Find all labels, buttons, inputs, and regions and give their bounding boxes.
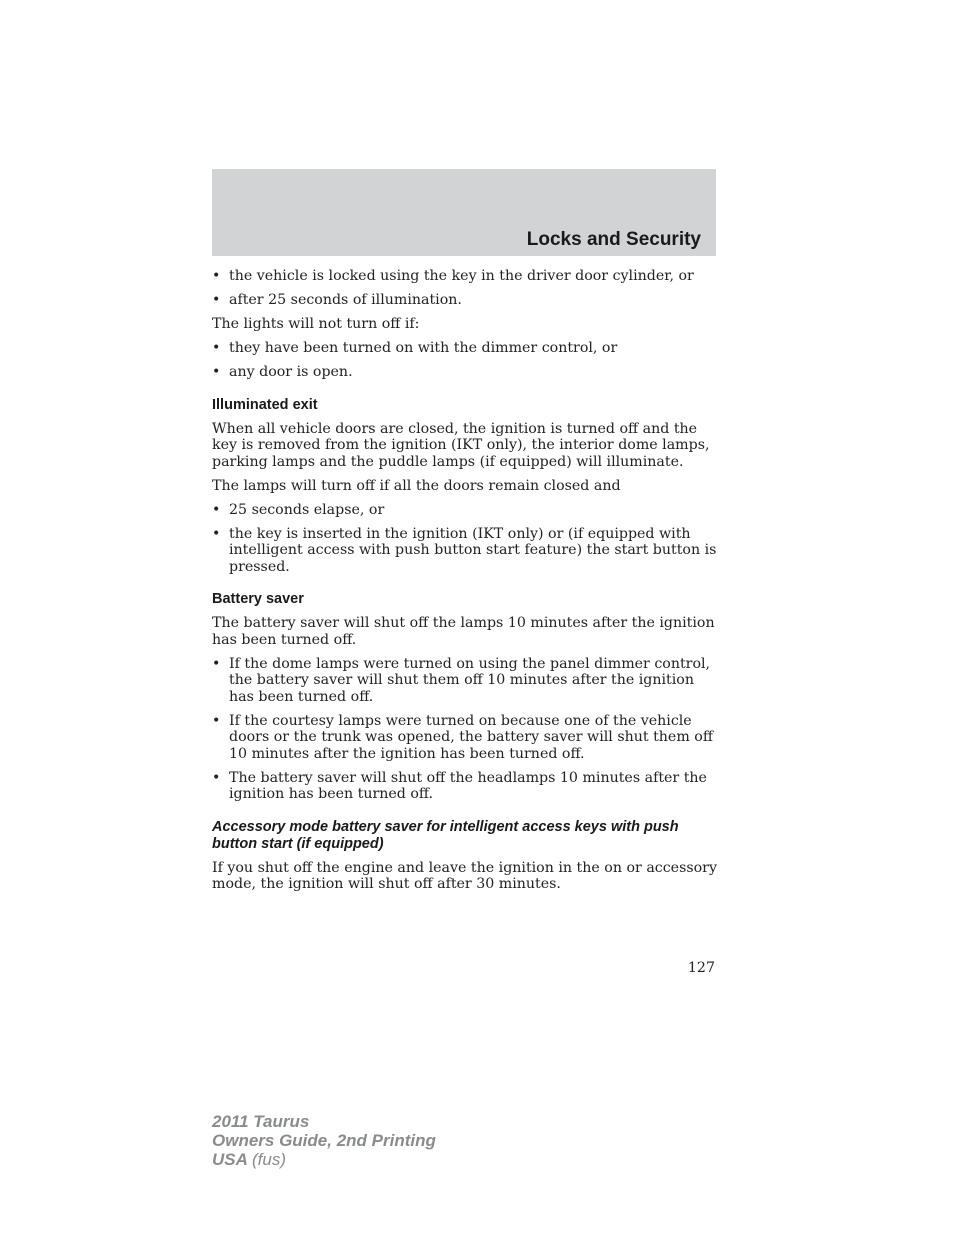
heading-accessory-mode: Accessory mode battery saver for intelligent access keys with push button start (if equipped) (212, 818, 679, 852)
bullet-item: • the key is inserted in the ignition (IKT only) or (if equipped with intelligent access with push button start feature) the start button is pressed. (212, 526, 718, 576)
footer-region-code: (fus) (252, 1150, 286, 1169)
footer-region: USA (212, 1150, 248, 1169)
section-title: Locks and Security (526, 229, 701, 250)
footer-line: Owners Guide, 2nd Printing (212, 1131, 436, 1150)
paragraph: When all vehicle doors are closed, the ignition is turned off and the key is removed from the ignition (IKT only), the interior dome lamps, parking lamps and the puddle lamps (if equipped) will illuminate. (212, 420, 710, 470)
bullet-item: • The battery saver will shut off the headlamps 10 minutes after the ignition has been turned off. (212, 770, 718, 803)
bullet-item: • 25 seconds elapse, or (212, 502, 718, 519)
paragraph: The lamps will turn off if all the doors remain closed and (212, 477, 621, 494)
paragraph: The battery saver will shut off the lamps 10 minutes after the ignition has been turned off. (212, 615, 715, 648)
footer-line (212, 1150, 436, 1169)
bullet-item: • after 25 seconds of illumination. (212, 292, 718, 309)
bullet-item: • the vehicle is locked using the key in the driver door cylinder, or (212, 268, 718, 285)
footer-line: 2011 Taurus (212, 1112, 310, 1131)
heading-illuminated-exit: Illuminated exit (212, 396, 318, 413)
bullet-item: • If the courtesy lamps were turned on because one of the vehicle doors or the trunk was opened, the battery saver will shut them off 10 minutes after the ignition has been turned off. (212, 713, 718, 763)
bullet-item: • they have been turned on with the dimmer control, or (212, 340, 718, 357)
page-content (212, 268, 718, 900)
heading-battery-saver: Battery saver (212, 591, 304, 607)
section-header-band (212, 169, 716, 256)
page-number: 127 (687, 960, 715, 976)
bullet-item: • If the dome lamps were turned on using the panel dimmer control, the battery saver will shut them off 10 minutes after the ignition has been turned off. (212, 656, 718, 706)
footer-publication-info (212, 1112, 436, 1169)
paragraph: If you shut off the engine and leave the ignition in the on or accessory mode, the ignition will shut off after 30 minutes. (212, 859, 717, 892)
paragraph: The lights will not turn off if: (212, 316, 420, 332)
bullet-item: • any door is open. (212, 364, 718, 381)
